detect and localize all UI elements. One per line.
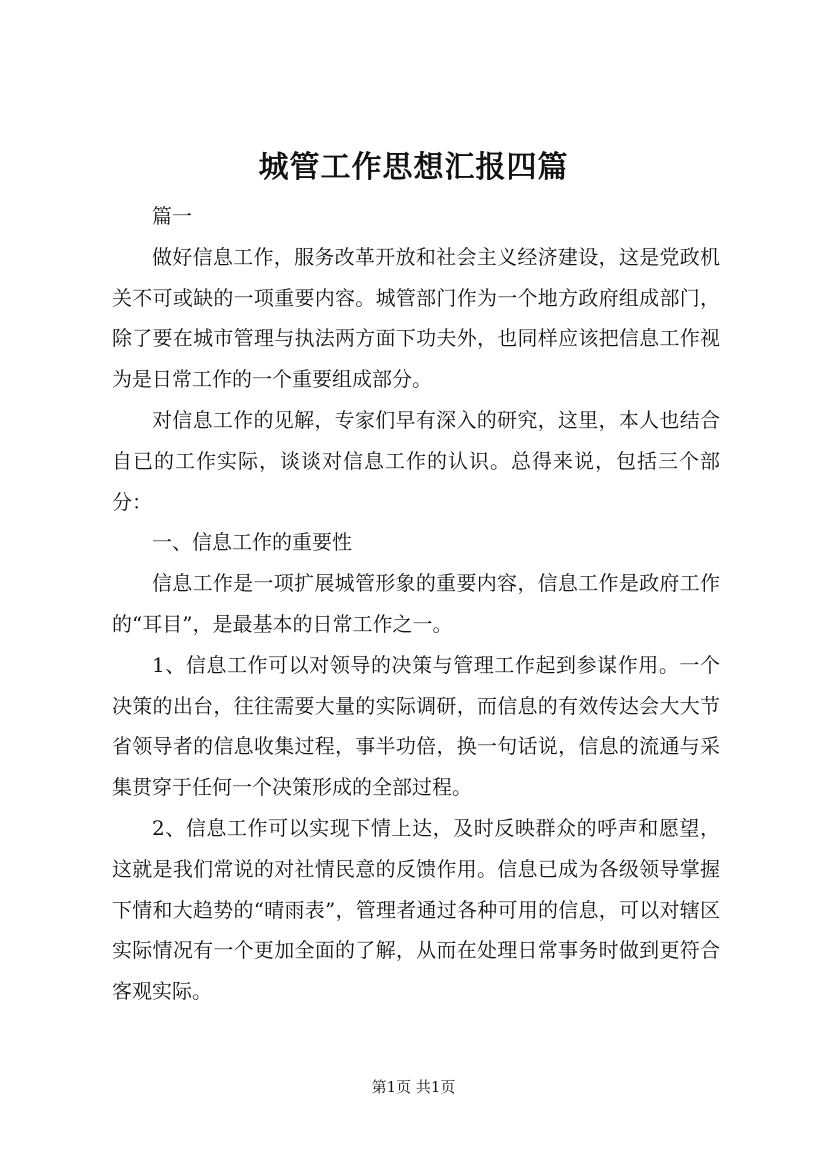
body-paragraph: 对信息工作的见解，专家们早有深入的研究，这里，本人也结合自已的工作实际，谈谈对信息工作的认识。总得来说，包括三个部分： <box>112 407 720 514</box>
section-heading: 篇一 <box>152 204 192 228</box>
body-paragraph: 做好信息工作，服务改革开放和社会主义经济建设，这是党政机关不可或缺的一项重要内容。城管部门作为一个地方政府组成部门，除了要在城市管理与执法两方面下功夫外，也同样应该把信息工作视为是日常工作的一个重要组成部分。 <box>112 244 720 392</box>
document-title: 城管工作思想汇报四篇 <box>258 150 569 185</box>
body-paragraph: 1、信息工作可以对领导的决策与管理工作起到参谋作用。一个决策的出台，往往需要大量的实际调研，而信息的有效传达会大大节省领导者的信息收集过程，事半功倍，换一句话说，信息的流通与采集贯穿于任何一个决策形成的全部过程。 <box>112 652 720 800</box>
body-paragraph: 2、信息工作可以实现下情上达，及时反映群众的呼声和愿望，这就是我们常说的对社情民意的反馈作用。信息已成为各级领导掌握下情和大趋势的“晴雨表”，管理者通过各种可用的信息，可以对辖区实际情况有一个更加全面的了解，从而在处理日常事务时做到更符合客观实际。 <box>112 815 720 1004</box>
document-body <box>112 196 720 1012</box>
subsection-heading: 一、信息工作的重要性 <box>152 530 352 555</box>
body-paragraph: 信息工作是一项扩展城管形象的重要内容，信息工作是政府工作的“耳目”，是最基本的日常工作之一。 <box>112 571 720 636</box>
page-footer: 第1页 共1页 <box>371 1078 456 1096</box>
